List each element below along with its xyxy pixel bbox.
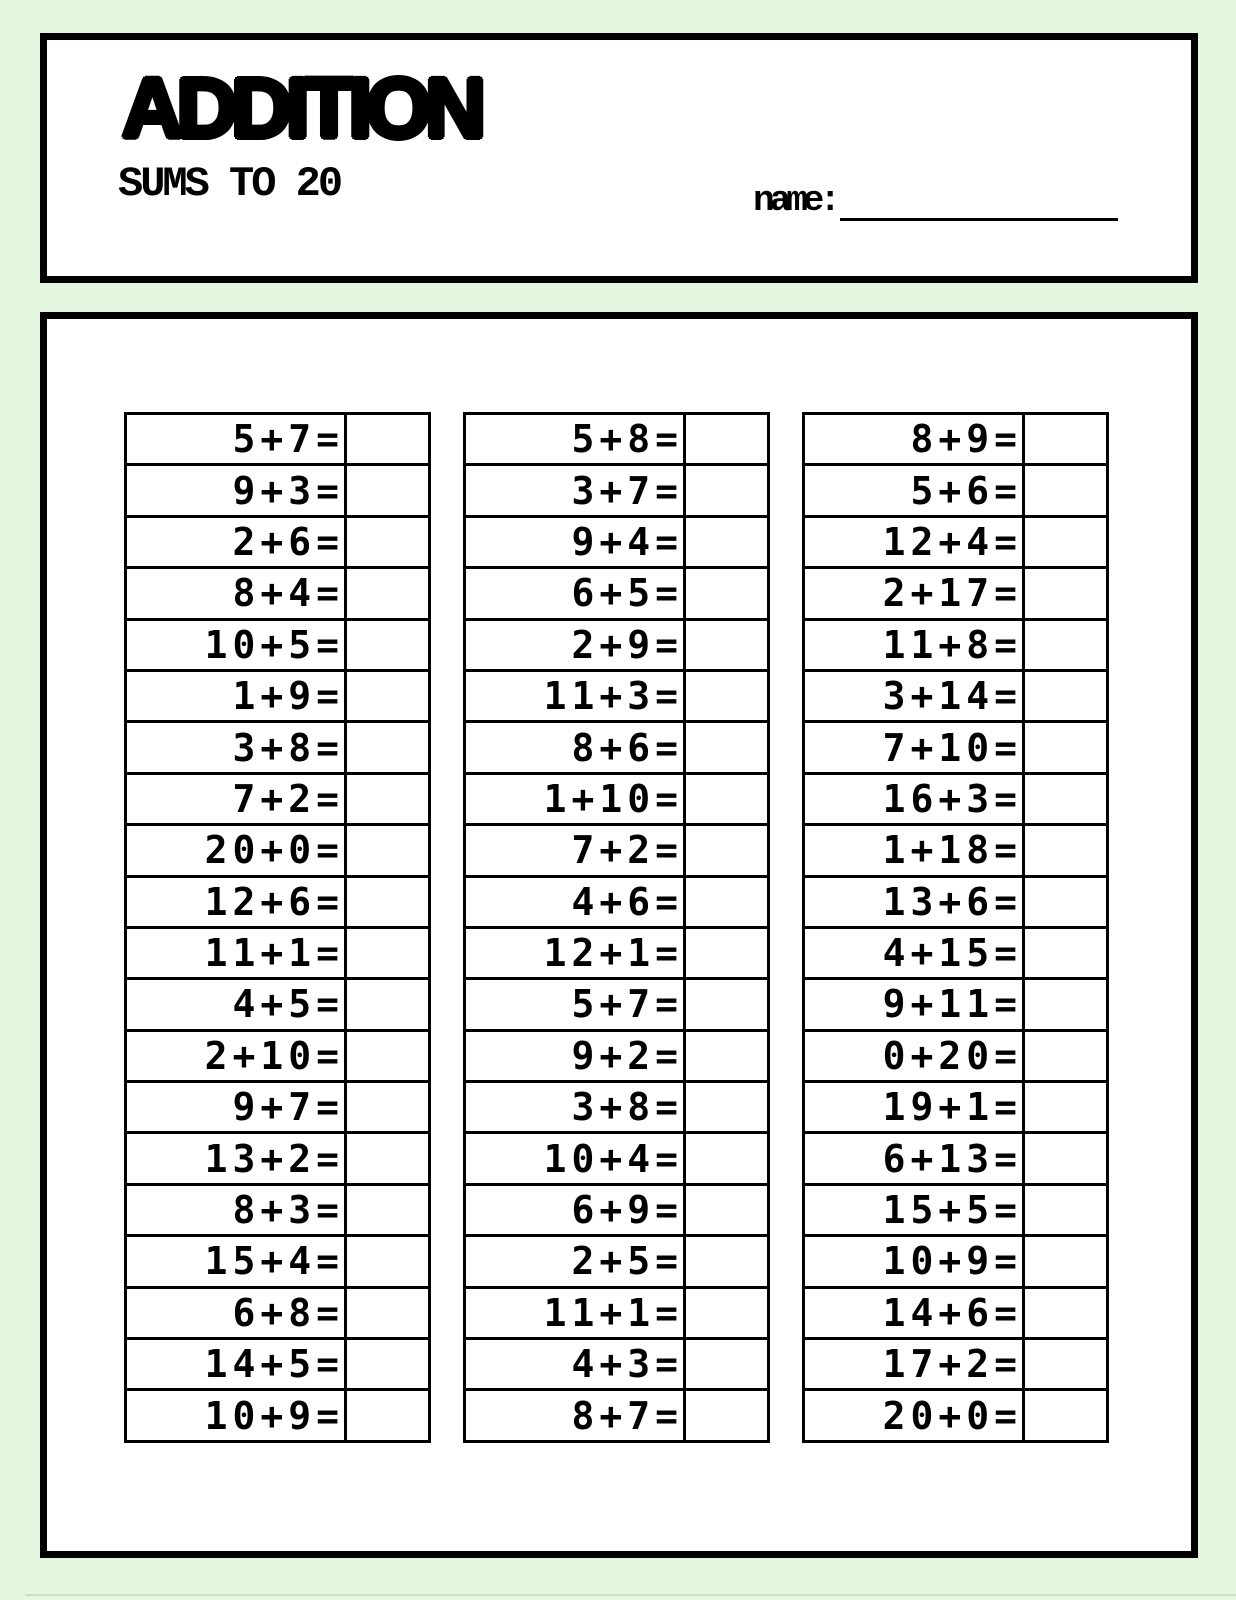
problem-cell: 14+6= [804, 1287, 1024, 1338]
problem-cell: 17+2= [804, 1339, 1024, 1390]
answer-cell [1024, 1184, 1108, 1235]
problem-row [804, 568, 1108, 619]
problem-row [465, 979, 769, 1030]
problem-row [465, 619, 769, 670]
problem-row [126, 1133, 430, 1184]
problems-table-1 [124, 412, 431, 1443]
problem-row [126, 1390, 430, 1441]
problem-row [126, 414, 430, 465]
problem-row [804, 825, 1108, 876]
answer-cell [1024, 927, 1108, 978]
answer-cell [1024, 1390, 1108, 1441]
answer-cell [346, 1236, 430, 1287]
problem-row [465, 1030, 769, 1081]
answer-cell [685, 1236, 769, 1287]
answer-cell [1024, 979, 1108, 1030]
problem-cell: 16+3= [804, 773, 1024, 824]
answer-cell [1024, 722, 1108, 773]
answer-cell [685, 773, 769, 824]
answer-cell [346, 1339, 430, 1390]
problem-row [126, 1030, 430, 1081]
answer-cell [685, 414, 769, 465]
answer-cell [1024, 1236, 1108, 1287]
problem-cell: 10+9= [804, 1236, 1024, 1287]
problem-cell: 1+10= [465, 773, 685, 824]
problem-cell: 0+20= [804, 1030, 1024, 1081]
problem-row [804, 979, 1108, 1030]
answer-cell [346, 670, 430, 721]
page-title: ADDITION [122, 61, 480, 155]
answer-cell [346, 1082, 430, 1133]
answer-cell [346, 1390, 430, 1441]
answer-cell [1024, 414, 1108, 465]
answer-cell [685, 670, 769, 721]
problem-row [126, 722, 430, 773]
answer-cell [346, 1030, 430, 1081]
problem-cell: 5+6= [804, 465, 1024, 516]
problem-row [126, 773, 430, 824]
answer-cell [1024, 1133, 1108, 1184]
problem-cell: 6+8= [126, 1287, 346, 1338]
problem-row [465, 825, 769, 876]
problem-cell: 12+1= [465, 927, 685, 978]
answer-cell [346, 773, 430, 824]
problem-row [126, 1236, 430, 1287]
problem-row [465, 1184, 769, 1235]
problem-cell: 8+4= [126, 568, 346, 619]
problem-row [804, 414, 1108, 465]
problem-row [126, 825, 430, 876]
answer-cell [1024, 825, 1108, 876]
problem-row [804, 1030, 1108, 1081]
answer-cell [685, 1184, 769, 1235]
problem-row [804, 1287, 1108, 1338]
problem-row [804, 1339, 1108, 1390]
problem-cell: 19+1= [804, 1082, 1024, 1133]
problem-cell: 5+7= [465, 979, 685, 1030]
problem-row [465, 1236, 769, 1287]
problem-row [804, 516, 1108, 567]
problem-cell: 9+11= [804, 979, 1024, 1030]
problem-cell: 3+8= [126, 722, 346, 773]
problem-row [465, 1082, 769, 1133]
answer-cell [346, 876, 430, 927]
problem-row [804, 722, 1108, 773]
problem-cell: 8+3= [126, 1184, 346, 1235]
problem-cell: 1+18= [804, 825, 1024, 876]
problem-row [126, 1082, 430, 1133]
problem-cell: 2+6= [126, 516, 346, 567]
answer-cell [1024, 876, 1108, 927]
problem-cell: 8+9= [804, 414, 1024, 465]
header-box [40, 33, 1198, 283]
answer-cell [1024, 1082, 1108, 1133]
answer-cell [685, 568, 769, 619]
problem-row [804, 670, 1108, 721]
problem-cell: 4+3= [465, 1339, 685, 1390]
name-blank-line [840, 180, 1118, 221]
problem-row [126, 927, 430, 978]
problem-cell: 14+5= [126, 1339, 346, 1390]
answer-cell [346, 568, 430, 619]
problem-cell: 3+8= [465, 1082, 685, 1133]
problem-row [465, 670, 769, 721]
answer-cell [1024, 1287, 1108, 1338]
scan-artifact-line [25, 1594, 1236, 1596]
answer-cell [685, 1030, 769, 1081]
problem-row [804, 927, 1108, 978]
answer-cell [346, 1287, 430, 1338]
problem-row [126, 619, 430, 670]
problem-row [804, 465, 1108, 516]
problem-cell: 11+3= [465, 670, 685, 721]
answer-cell [346, 722, 430, 773]
answer-cell [1024, 619, 1108, 670]
problem-row [126, 670, 430, 721]
problem-row [465, 465, 769, 516]
problem-cell: 5+8= [465, 414, 685, 465]
problems-table-2 [463, 412, 770, 1443]
problem-cell: 10+9= [126, 1390, 346, 1441]
answer-cell [685, 516, 769, 567]
answer-cell [685, 1339, 769, 1390]
problem-row [126, 568, 430, 619]
answer-cell [1024, 1339, 1108, 1390]
problem-cell: 15+4= [126, 1236, 346, 1287]
page-subtitle: SUMS TO 20 [118, 160, 341, 208]
problem-row [465, 516, 769, 567]
problem-cell: 8+7= [465, 1390, 685, 1441]
problem-cell: 11+1= [465, 1287, 685, 1338]
problem-row [465, 568, 769, 619]
problem-row [804, 876, 1108, 927]
problems-box [40, 312, 1198, 1558]
answer-cell [685, 619, 769, 670]
problem-cell: 9+4= [465, 516, 685, 567]
problem-row [804, 619, 1108, 670]
problem-row [804, 1133, 1108, 1184]
answer-cell [1024, 1030, 1108, 1081]
answer-cell [685, 1390, 769, 1441]
problems-table-3 [802, 412, 1109, 1443]
answer-cell [346, 1133, 430, 1184]
problem-row [126, 465, 430, 516]
problem-row [126, 979, 430, 1030]
problem-cell: 11+8= [804, 619, 1024, 670]
problem-row [465, 876, 769, 927]
problem-cell: 9+2= [465, 1030, 685, 1081]
answer-cell [685, 722, 769, 773]
problem-row [804, 1390, 1108, 1441]
problem-cell: 12+6= [126, 876, 346, 927]
problem-cell: 7+10= [804, 722, 1024, 773]
problem-cell: 6+5= [465, 568, 685, 619]
answer-cell [685, 1082, 769, 1133]
problem-cell: 3+7= [465, 465, 685, 516]
problem-row [126, 1287, 430, 1338]
problem-cell: 9+3= [126, 465, 346, 516]
problem-cell: 1+9= [126, 670, 346, 721]
problem-row [804, 773, 1108, 824]
problem-cell: 2+10= [126, 1030, 346, 1081]
problem-row [126, 1184, 430, 1235]
problem-cell: 6+9= [465, 1184, 685, 1235]
problem-cell: 13+6= [804, 876, 1024, 927]
problem-cell: 2+5= [465, 1236, 685, 1287]
problem-cell: 4+15= [804, 927, 1024, 978]
answer-cell [1024, 465, 1108, 516]
answer-cell [346, 1184, 430, 1235]
problem-cell: 3+14= [804, 670, 1024, 721]
problem-cell: 15+5= [804, 1184, 1024, 1235]
problem-row [126, 516, 430, 567]
problem-row [126, 1339, 430, 1390]
problem-cell: 9+7= [126, 1082, 346, 1133]
problem-cell: 2+9= [465, 619, 685, 670]
problem-row [465, 1390, 769, 1441]
problem-row [465, 773, 769, 824]
answer-cell [1024, 568, 1108, 619]
answer-cell [346, 465, 430, 516]
problem-cell: 10+5= [126, 619, 346, 670]
problem-cell: 2+17= [804, 568, 1024, 619]
problem-row [126, 876, 430, 927]
problem-row [465, 1287, 769, 1338]
answer-cell [346, 414, 430, 465]
answer-cell [346, 825, 430, 876]
answer-cell [1024, 773, 1108, 824]
problem-cell: 11+1= [126, 927, 346, 978]
problem-row [465, 1339, 769, 1390]
problem-cell: 10+4= [465, 1133, 685, 1184]
answer-cell [346, 619, 430, 670]
answer-cell [346, 979, 430, 1030]
answer-cell [685, 1133, 769, 1184]
answer-cell [1024, 516, 1108, 567]
answer-cell [685, 876, 769, 927]
problem-cell: 7+2= [126, 773, 346, 824]
problem-row [465, 927, 769, 978]
answer-cell [346, 516, 430, 567]
problem-row [804, 1184, 1108, 1235]
name-row [753, 180, 1118, 221]
problem-cell: 13+2= [126, 1133, 346, 1184]
problem-row [465, 1133, 769, 1184]
problem-cell: 20+0= [126, 825, 346, 876]
problem-cell: 7+2= [465, 825, 685, 876]
problem-row [804, 1082, 1108, 1133]
name-label: name: [753, 180, 837, 221]
answer-cell [685, 465, 769, 516]
problem-cell: 12+4= [804, 516, 1024, 567]
answer-cell [685, 927, 769, 978]
problem-cell: 6+13= [804, 1133, 1024, 1184]
problem-cell: 4+5= [126, 979, 346, 1030]
answer-cell [685, 1287, 769, 1338]
problem-cell: 20+0= [804, 1390, 1024, 1441]
answer-cell [685, 979, 769, 1030]
problem-cell: 4+6= [465, 876, 685, 927]
problem-cell: 5+7= [126, 414, 346, 465]
answer-cell [1024, 670, 1108, 721]
answer-cell [685, 825, 769, 876]
problem-row [465, 722, 769, 773]
problem-cell: 8+6= [465, 722, 685, 773]
answer-cell [346, 927, 430, 978]
problem-row [804, 1236, 1108, 1287]
problem-row [465, 414, 769, 465]
